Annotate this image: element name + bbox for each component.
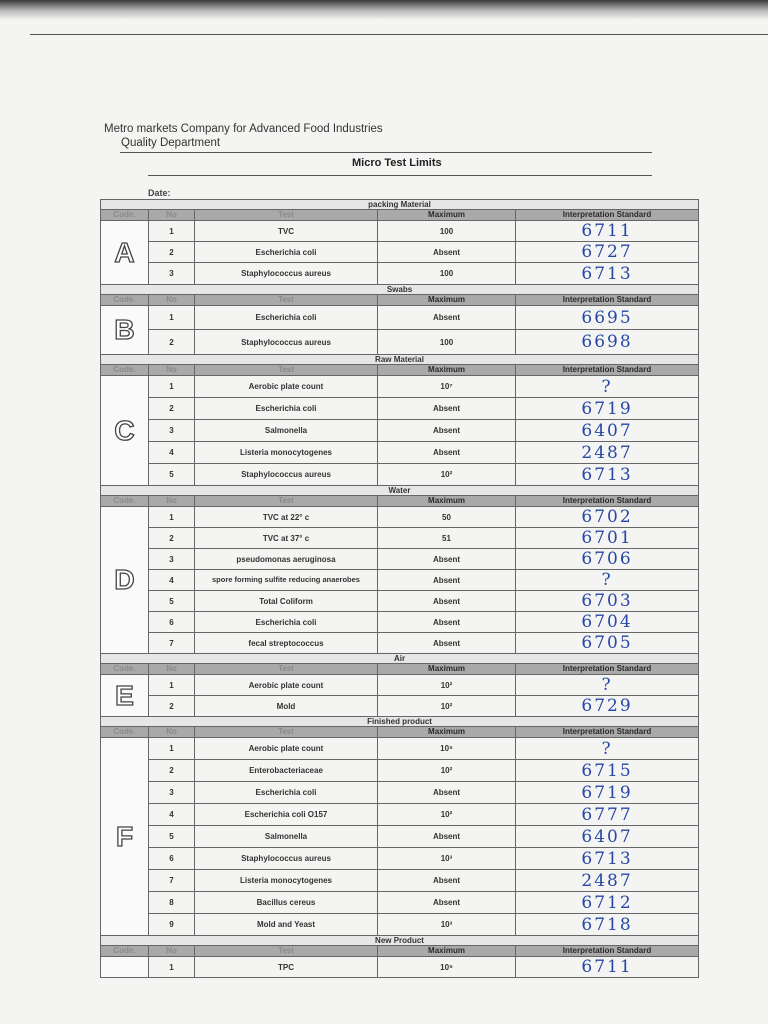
test-name: Salmonella [195, 420, 378, 442]
section-code-letter: F [101, 738, 149, 936]
section-code-letter: E [101, 675, 149, 717]
table-row [101, 826, 699, 848]
company-name: Metro markets Company for Advanced Food Industries [104, 123, 383, 135]
row-number: 1 [149, 221, 195, 242]
row-number: 4 [149, 570, 195, 591]
maximum-value: Absent [378, 826, 516, 848]
section-title: Raw Material [101, 355, 699, 365]
maximum-value: Absent [378, 612, 516, 633]
column-header-row [101, 946, 699, 957]
test-name: Mold and Yeast [195, 914, 378, 936]
header-code: Code. [101, 365, 149, 376]
maximum-value: 10² [378, 804, 516, 826]
test-name: spore forming sulfite reducing anaerobes [195, 570, 378, 591]
row-number: 1 [149, 738, 195, 760]
test-name: Salmonella [195, 826, 378, 848]
maximum-value: 10² [378, 760, 516, 782]
section-code-letter: A [101, 221, 149, 285]
interpretation-standard: ? [516, 570, 699, 591]
row-number: 1 [149, 507, 195, 528]
section-code-letter: C [101, 376, 149, 486]
maximum-value: Absent [378, 892, 516, 914]
header-interpretation: Interpretation Standard [516, 946, 699, 957]
header-test: Test [195, 295, 378, 306]
test-name: Staphylococcus aureus [195, 848, 378, 870]
section-title-row [101, 486, 699, 496]
header-no: No [149, 295, 195, 306]
scan-top-rule [30, 34, 768, 35]
test-name: pseudomonas aeruginosa [195, 549, 378, 570]
row-number: 3 [149, 263, 195, 285]
maximum-value: Absent [378, 782, 516, 804]
test-name: Staphylococcus aureus [195, 263, 378, 285]
section-title-row [101, 936, 699, 946]
interpretation-standard: 6719 [516, 782, 699, 804]
interpretation-standard: 6711 [516, 957, 699, 978]
table-row [101, 442, 699, 464]
header-no: No [149, 496, 195, 507]
maximum-value: 10⁵ [378, 738, 516, 760]
header-code: Code. [101, 295, 149, 306]
maximum-value: 51 [378, 528, 516, 549]
test-name: Listeria monocytogenes [195, 442, 378, 464]
section-title-row [101, 654, 699, 664]
header-test: Test [195, 365, 378, 376]
header-test: Test [195, 727, 378, 738]
maximum-value: Absent [378, 306, 516, 330]
maximum-value: 100 [378, 263, 516, 285]
table-row [101, 420, 699, 442]
header-maximum: Maximum [378, 946, 516, 957]
table-row [101, 376, 699, 398]
interpretation-standard: 6407 [516, 420, 699, 442]
row-number: 5 [149, 591, 195, 612]
test-name: fecal streptococcus [195, 633, 378, 654]
header-maximum: Maximum [378, 210, 516, 221]
interpretation-standard: 6727 [516, 242, 699, 263]
interpretation-standard: 6777 [516, 804, 699, 826]
test-name: TVC at 37° c [195, 528, 378, 549]
header-interpretation: Interpretation Standard [516, 210, 699, 221]
table-row [101, 464, 699, 486]
header-maximum: Maximum [378, 727, 516, 738]
maximum-value: 10³ [378, 914, 516, 936]
table-row [101, 633, 699, 654]
maximum-value: Absent [378, 398, 516, 420]
header-no: No [149, 946, 195, 957]
section-title-row [101, 717, 699, 727]
table-row [101, 892, 699, 914]
row-number: 6 [149, 612, 195, 633]
interpretation-standard: 6705 [516, 633, 699, 654]
row-number: 1 [149, 675, 195, 696]
maximum-value: Absent [378, 242, 516, 263]
table-row [101, 675, 699, 696]
row-number: 9 [149, 914, 195, 936]
header-no: No [149, 210, 195, 221]
test-name: Aerobic plate count [195, 738, 378, 760]
table-row [101, 591, 699, 612]
table-row [101, 804, 699, 826]
row-number: 3 [149, 782, 195, 804]
table-row [101, 870, 699, 892]
row-number: 2 [149, 398, 195, 420]
test-name: Escherichia coli [195, 398, 378, 420]
title-rule [148, 175, 652, 176]
table-row [101, 760, 699, 782]
header-interpretation: Interpretation Standard [516, 727, 699, 738]
maximum-value: 10⁵ [378, 957, 516, 978]
test-name: Escherichia coli [195, 782, 378, 804]
row-number: 7 [149, 633, 195, 654]
page-title: Micro Test Limits [352, 157, 442, 169]
header-maximum: Maximum [378, 496, 516, 507]
row-number: 1 [149, 376, 195, 398]
section-code-letter: B [101, 306, 149, 355]
interpretation-standard: 6706 [516, 549, 699, 570]
column-header-row [101, 727, 699, 738]
row-number: 3 [149, 420, 195, 442]
table-row [101, 221, 699, 242]
test-name: Staphylococcus aureus [195, 464, 378, 486]
interpretation-standard: ? [516, 376, 699, 398]
table-row [101, 549, 699, 570]
test-name: Mold [195, 696, 378, 717]
test-name: Escherichia coli [195, 242, 378, 263]
header-maximum: Maximum [378, 365, 516, 376]
interpretation-standard: 6711 [516, 221, 699, 242]
interpretation-standard: 6702 [516, 507, 699, 528]
header-code: Code. [101, 664, 149, 675]
table-row [101, 612, 699, 633]
header-code: Code. [101, 727, 149, 738]
test-name: Total Coliform [195, 591, 378, 612]
interpretation-standard: 6729 [516, 696, 699, 717]
test-name: Escherichia coli [195, 612, 378, 633]
section-code-letter: D [101, 507, 149, 654]
section-title: packing Material [101, 200, 699, 210]
section-title-row [101, 200, 699, 210]
header-code: Code. [101, 496, 149, 507]
table-row [101, 507, 699, 528]
test-name: Listeria monocytogenes [195, 870, 378, 892]
row-number: 5 [149, 826, 195, 848]
interpretation-standard: 6713 [516, 263, 699, 285]
maximum-value: 10³ [378, 848, 516, 870]
test-name: Aerobic plate count [195, 675, 378, 696]
test-name: Aerobic plate count [195, 376, 378, 398]
row-number: 1 [149, 306, 195, 330]
interpretation-standard: ? [516, 675, 699, 696]
table-row [101, 696, 699, 717]
maximum-value: Absent [378, 420, 516, 442]
row-number: 2 [149, 528, 195, 549]
table-row [101, 398, 699, 420]
section-title: Swabs [101, 285, 699, 295]
section-title-row [101, 355, 699, 365]
header-no: No [149, 664, 195, 675]
header-rule [120, 152, 652, 153]
test-name: Escherichia coli [195, 306, 378, 330]
table-row [101, 738, 699, 760]
table-row [101, 242, 699, 263]
interpretation-standard: 6712 [516, 892, 699, 914]
header-interpretation: Interpretation Standard [516, 295, 699, 306]
interpretation-standard: ? [516, 738, 699, 760]
row-number: 2 [149, 330, 195, 355]
interpretation-standard: 6407 [516, 826, 699, 848]
maximum-value: 10⁷ [378, 376, 516, 398]
column-header-row [101, 210, 699, 221]
maximum-value: 100 [378, 221, 516, 242]
section-title: Water [101, 486, 699, 496]
header-interpretation: Interpretation Standard [516, 365, 699, 376]
maximum-value: 10² [378, 675, 516, 696]
date-label: Date: [148, 188, 171, 198]
interpretation-standard: 6719 [516, 398, 699, 420]
department-name: Quality Department [121, 137, 221, 149]
header-test: Test [195, 496, 378, 507]
header-code: Code. [101, 946, 149, 957]
interpretation-standard: 6713 [516, 848, 699, 870]
table-row [101, 914, 699, 936]
test-name: TVC at 22° c [195, 507, 378, 528]
interpretation-standard: 6718 [516, 914, 699, 936]
column-header-row [101, 295, 699, 306]
header-test: Test [195, 664, 378, 675]
row-number: 3 [149, 549, 195, 570]
interpretation-standard: 6715 [516, 760, 699, 782]
row-number: 1 [149, 957, 195, 978]
row-number: 8 [149, 892, 195, 914]
test-name: Staphylococcus aureus [195, 330, 378, 355]
table-row [101, 263, 699, 285]
row-number: 7 [149, 870, 195, 892]
table-row [101, 330, 699, 355]
test-name: Bacillus cereus [195, 892, 378, 914]
row-number: 4 [149, 804, 195, 826]
maximum-value: 10² [378, 464, 516, 486]
column-header-row [101, 365, 699, 376]
header-test: Test [195, 210, 378, 221]
header-maximum: Maximum [378, 295, 516, 306]
test-name: TPC [195, 957, 378, 978]
table-row [101, 306, 699, 330]
column-header-row [101, 496, 699, 507]
scan-top-shadow [0, 0, 768, 20]
table-row [101, 528, 699, 549]
maximum-value: 100 [378, 330, 516, 355]
micro-limits-table [100, 199, 698, 978]
interpretation-standard: 6713 [516, 464, 699, 486]
maximum-value: Absent [378, 549, 516, 570]
row-number: 2 [149, 760, 195, 782]
section-title: New Product [101, 936, 699, 946]
column-header-row [101, 664, 699, 675]
section-code-letter [101, 957, 149, 978]
header-code: Code. [101, 210, 149, 221]
table-row [101, 957, 699, 978]
test-name: TVC [195, 221, 378, 242]
header-maximum: Maximum [378, 664, 516, 675]
test-name: Enterobacteriaceae [195, 760, 378, 782]
test-name: Escherichia coli O157 [195, 804, 378, 826]
table-row [101, 848, 699, 870]
row-number: 4 [149, 442, 195, 464]
interpretation-standard: 6703 [516, 591, 699, 612]
header-no: No [149, 727, 195, 738]
header-interpretation: Interpretation Standard [516, 664, 699, 675]
header-interpretation: Interpretation Standard [516, 496, 699, 507]
interpretation-standard: 2487 [516, 442, 699, 464]
interpretation-standard: 6704 [516, 612, 699, 633]
maximum-value: 10² [378, 696, 516, 717]
row-number: 2 [149, 696, 195, 717]
maximum-value: Absent [378, 442, 516, 464]
maximum-value: Absent [378, 870, 516, 892]
maximum-value: Absent [378, 591, 516, 612]
section-title-row [101, 285, 699, 295]
maximum-value: Absent [378, 570, 516, 591]
interpretation-standard: 2487 [516, 870, 699, 892]
header-no: No [149, 365, 195, 376]
maximum-value: Absent [378, 633, 516, 654]
header-test: Test [195, 946, 378, 957]
table-row [101, 570, 699, 591]
maximum-value: 50 [378, 507, 516, 528]
section-title: Air [101, 654, 699, 664]
interpretation-standard: 6698 [516, 330, 699, 355]
interpretation-standard: 6701 [516, 528, 699, 549]
row-number: 6 [149, 848, 195, 870]
row-number: 5 [149, 464, 195, 486]
section-title: Finished product [101, 717, 699, 727]
table-row [101, 782, 699, 804]
row-number: 2 [149, 242, 195, 263]
interpretation-standard: 6695 [516, 306, 699, 330]
